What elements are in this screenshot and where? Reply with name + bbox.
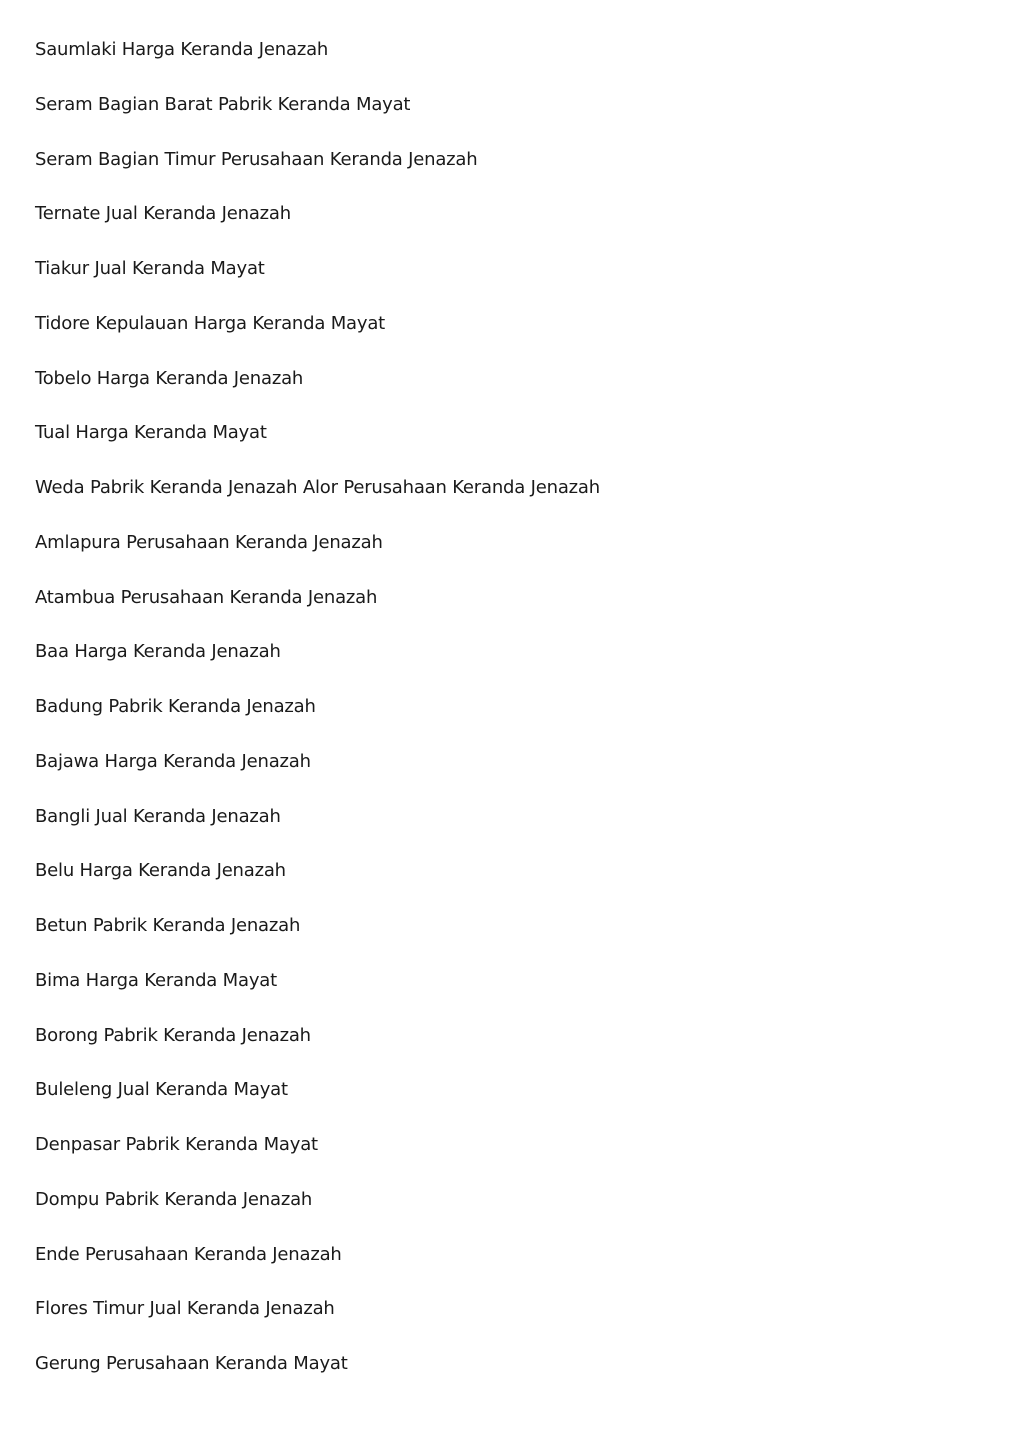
list-item: Belu Harga Keranda Jenazah	[35, 860, 286, 882]
list-item: Baa Harga Keranda Jenazah	[35, 641, 281, 663]
location-list	[35, 37, 600, 1406]
list-item: Dompu Pabrik Keranda Jenazah	[35, 1188, 313, 1210]
list-item: Weda Pabrik Keranda Jenazah Alor Perusahaan Keranda Jenazah	[35, 477, 600, 498]
list-item: Flores Timur Jual Keranda Jenazah	[35, 1298, 335, 1320]
list-item: Seram Bagian Timur Perusahaan Keranda Jenazah	[35, 148, 478, 170]
list-item: Gerung Perusahaan Keranda Mayat	[35, 1353, 348, 1374]
list-item: Ternate Jual Keranda Jenazah	[35, 203, 291, 225]
list-item: Denpasar Pabrik Keranda Mayat	[35, 1134, 318, 1155]
list-item: Atambua Perusahaan Keranda Jenazah	[35, 586, 378, 608]
list-item: Saumlaki Harga Keranda Jenazah	[35, 39, 329, 60]
list-item: Bangli Jual Keranda Jenazah	[35, 805, 281, 827]
list-item: Borong Pabrik Keranda Jenazah	[35, 1024, 311, 1046]
list-item: Tidore Kepulauan Harga Keranda Mayat	[35, 312, 386, 334]
list-item: Badung Pabrik Keranda Jenazah	[35, 696, 316, 717]
list-item: Amlapura Perusahaan Keranda Jenazah	[35, 531, 383, 553]
list-item: Ende Perusahaan Keranda Jenazah	[35, 1243, 342, 1265]
list-item: Bima Harga Keranda Mayat	[35, 969, 277, 991]
list-item: Tual Harga Keranda Mayat	[35, 422, 267, 444]
list-item: Tobelo Harga Keranda Jenazah	[35, 367, 304, 389]
list-item: Tiakur Jual Keranda Mayat	[35, 258, 265, 279]
list-item: Seram Bagian Barat Pabrik Keranda Mayat	[35, 93, 411, 115]
list-item: Bajawa Harga Keranda Jenazah	[35, 750, 311, 772]
list-item: Buleleng Jual Keranda Mayat	[35, 1079, 288, 1101]
list-item: Betun Pabrik Keranda Jenazah	[35, 915, 301, 936]
